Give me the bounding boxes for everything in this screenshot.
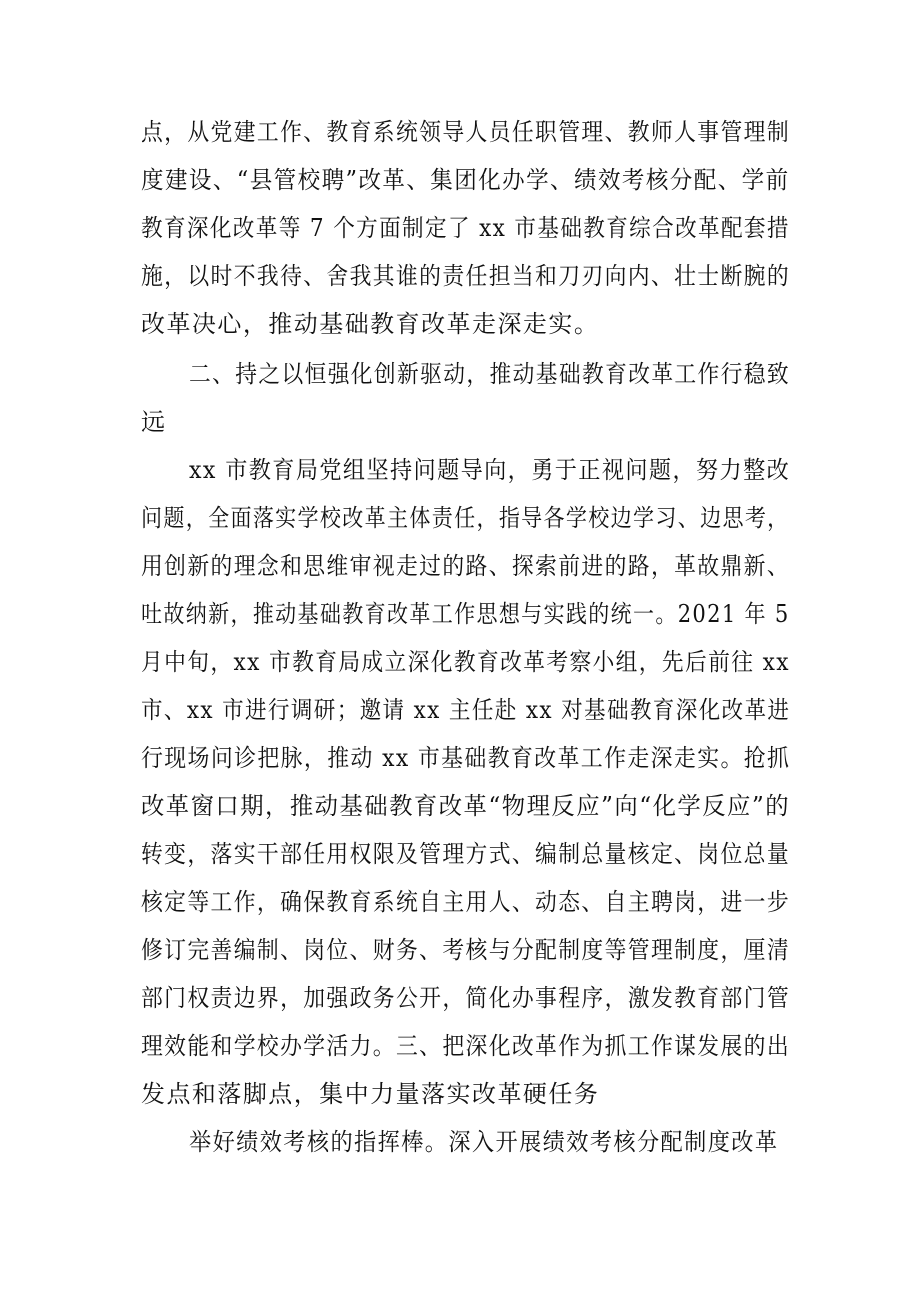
text-line: 行现场问诊把脉，推动 xx 市基础教育改革工作走深走实。抢抓 xyxy=(141,744,791,772)
text-line: 改革决心，推动基础教育改革走深走实。 xyxy=(141,310,600,338)
text-line: 用创新的理念和思维审视走过的路、探索前进的路，革故鼎新、 xyxy=(141,552,791,580)
text-line: 施，以时不我待、舍我其谁的责任担当和刀刃向内、壮士断腕的 xyxy=(141,262,791,290)
text-line: 转变，落实干部任用权限及管理方式、编制总量核定、岗位总量 xyxy=(141,840,791,868)
text-line: 理效能和学校办学活力。三、把深化改革作为抓工作谋发展的出 xyxy=(141,1032,791,1060)
section-heading: 二、持之以恒强化创新驱动，推动基础教育改革工作行稳致 xyxy=(189,360,791,388)
text-line: 问题，全面落实学校改革主体责任，指导各学校边学习、边思考， xyxy=(141,504,790,532)
text-line: 举好绩效考核的指挥棒。深入开展绩效考核分配制度改革 xyxy=(189,1128,779,1156)
text-line: 核定等工作，确保教育系统自主用人、动态、自主聘岗，进一步 xyxy=(141,888,791,916)
text-line: 改革窗口期，推动基础教育改革“物理反应”向“化学反应”的 xyxy=(141,792,791,820)
text-line: 市、xx 市进行调研；邀请 xx 主任赴 xx 对基础教育深化改革进 xyxy=(141,696,791,724)
text-line: 月中旬，xx 市教育局成立深化教育改革考察小组，先后前往 xx xyxy=(141,648,790,676)
text-line: xx 市教育局党组坚持问题导向，勇于正视问题，努力整改 xyxy=(189,456,791,484)
text-line: 教育深化改革等 7 个方面制定了 xx 市基础教育综合改革配套措 xyxy=(141,214,790,242)
text-line: 修订完善编制、岗位、财务、考核与分配制度等管理制度，厘清 xyxy=(141,936,791,964)
text-line: 发点和落脚点，集中力量落实改革硬任务 xyxy=(141,1080,600,1108)
text-line: 度建设、“县管校聘”改革、集团化办学、绩效考核分配、学前 xyxy=(141,166,790,194)
text-line: 部门权责边界，加强政务公开，简化办事程序，激发教育部门管 xyxy=(141,984,791,1012)
text-line: 点，从党建工作、教育系统领导人员任职管理、教师人事管理制 xyxy=(141,118,791,146)
section-heading-continuation: 远 xyxy=(141,408,167,436)
text-line: 吐故纳新，推动基础教育改革工作思想与实践的统一。2021 年 5 xyxy=(141,600,790,628)
